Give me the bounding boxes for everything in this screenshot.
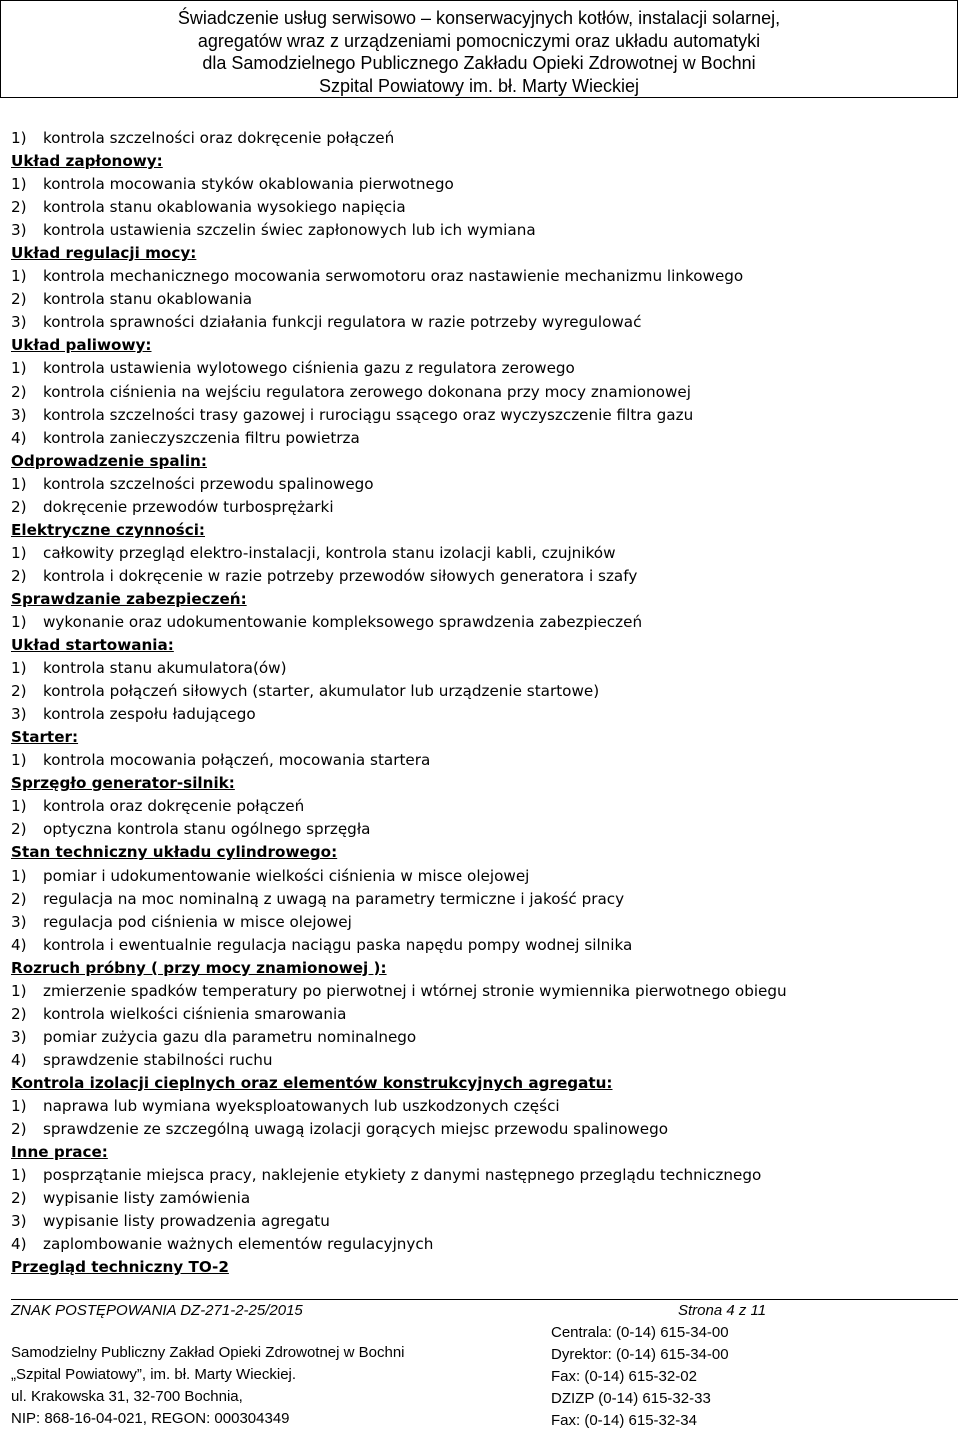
- list-item-text: kontrola mocowania styków okablowania pierwotnego: [43, 175, 454, 194]
- list-item-number: 3): [11, 221, 27, 240]
- list-item-text: wykonanie oraz udokumentowanie kompleksowego sprawdzenia zabezpieczeń: [43, 612, 643, 631]
- list-item: [11, 934, 956, 957]
- list-item-text: kontrola i ewentualnie regulacja naciągu paska napędu pompy wodnej silnika: [43, 935, 633, 954]
- list-item: [11, 1118, 956, 1141]
- list-item-text: kontrola zanieczyszczenia filtru powietrza: [43, 428, 360, 447]
- list-item-text: kontrola zespołu ładującego: [43, 705, 256, 724]
- list-item: [11, 288, 956, 311]
- list-item-number: 1): [11, 543, 27, 562]
- list-item-text: kontrola mechanicznego mocowania serwomotoru oraz nastawienie mechanizmu linkowego: [43, 267, 744, 286]
- list-item: [11, 911, 956, 934]
- list-item-text: kontrola szczelności przewodu spalinowego: [43, 474, 374, 493]
- header-line: agregatów wraz z urządzeniami pomocniczymi oraz układu automatyki: [197, 30, 761, 51]
- section-heading: Układ startowania:: [11, 636, 174, 655]
- section-heading: Starter:: [11, 728, 79, 747]
- footer-divider: [11, 1299, 958, 1300]
- section-heading: Odprowadzenie spalin:: [11, 451, 207, 470]
- list-item-number: 4): [11, 428, 27, 447]
- list-item: [11, 1210, 956, 1233]
- list-item: [11, 196, 956, 219]
- header-line: Szpital Powiatowy im. bł. Marty Wieckiej: [318, 75, 640, 96]
- list-item-text: kontrola oraz dokręcenie połączeń: [43, 797, 305, 816]
- list-item-text: regulacja na moc nominalną z uwagą na parametry termiczne i jakość pracy: [43, 889, 625, 908]
- document-body: [11, 127, 956, 1279]
- section-heading: Kontrola izolacji cieplnych oraz elementów konstrukcyjnych agregatu:: [11, 1073, 613, 1092]
- reference-number: ZNAK POSTĘPOWANIA DZ-271-2-25/2015: [11, 1302, 303, 1319]
- section-heading: Rozruch próbny ( przy mocy znamionowej ):: [11, 958, 387, 977]
- list-item-text: kontrola mocowania połączeń, mocowania startera: [43, 751, 431, 770]
- list-item: [11, 795, 956, 818]
- list-item: [11, 680, 956, 703]
- list-item-text: kontrola stanu okablowania wysokiego napięcia: [43, 198, 406, 217]
- contact-line: Centrala: (0-14) 615-34-00: [551, 1324, 729, 1341]
- contact-line: Dyrektor: (0-14) 615-34-00: [551, 1346, 729, 1363]
- list-item-text: kontrola połączeń siłowych (starter, akumulator lub urządzenie startowe): [43, 682, 600, 701]
- list-item: [11, 980, 956, 1003]
- list-item: [11, 173, 956, 196]
- list-item: [11, 749, 956, 772]
- header-line: dla Samodzielnego Publicznego Zakładu Opieki Zdrowotnej w Bochni: [202, 53, 756, 73]
- list-item-number: 1): [11, 129, 27, 147]
- list-item-text: zaplombowanie ważnych elementów regulacyjnych: [43, 1235, 434, 1254]
- list-item-number: 1): [11, 359, 27, 378]
- header-line: Świadczenie usług serwisowo – konserwacyjnych kotłów, instalacji solarnej,: [177, 8, 781, 28]
- list-item-number: 2): [11, 497, 27, 516]
- list-item-text: kontrola ustawienia wylotowego ciśnienia gazu z regulatora zerowego: [43, 359, 575, 378]
- list-item: [11, 1095, 956, 1118]
- list-item: [11, 888, 956, 911]
- list-item: [11, 127, 956, 150]
- list-item-text: kontrola szczelności trasy gazowej i rurociągu ssącego oraz wyczyszczenie filtra gazu: [43, 405, 694, 424]
- list-item-number: 3): [11, 912, 27, 931]
- list-item-text: pomiar i udokumentowanie wielkości ciśnienia w misce olejowej: [43, 866, 530, 885]
- list-item-text: kontrola stanu okablowania: [43, 290, 253, 309]
- list-item: [11, 1049, 956, 1072]
- list-item-number: 1): [11, 659, 27, 678]
- page-number: Strona 4 z 11: [678, 1302, 767, 1319]
- list-item: [11, 1233, 956, 1256]
- contact-line: DZIZP (0-14) 615-32-33: [551, 1390, 711, 1407]
- list-item-number: 3): [11, 705, 27, 724]
- list-item-number: 4): [11, 1235, 27, 1254]
- contact-line: Fax: (0-14) 615-32-02: [551, 1368, 697, 1385]
- contact-line: Fax: (0-14) 615-32-34: [551, 1412, 697, 1429]
- list-item-number: 2): [11, 290, 27, 309]
- list-item-number: 1): [11, 1166, 27, 1185]
- list-item: [11, 818, 956, 841]
- list-item-text: sprawdzenie stabilności ruchu: [43, 1050, 273, 1069]
- list-item-number: 1): [11, 981, 27, 1000]
- footer-address: [11, 1342, 405, 1430]
- list-item-number: 2): [11, 820, 27, 839]
- section-heading: Układ paliwowy:: [11, 336, 152, 355]
- list-item: [11, 496, 956, 519]
- list-item-text: sprawdzenie ze szczególną uwagą izolacji gorących miejsc przewodu spalinowego: [43, 1120, 669, 1139]
- list-item-number: 3): [11, 1212, 27, 1231]
- list-item-text: kontrola ustawienia szczelin świec zapłonowych lub ich wymiana: [43, 221, 536, 240]
- list-item-text: posprzątanie miejsca pracy, naklejenie etykiety z danymi następnego przeglądu technicznego: [43, 1166, 762, 1185]
- list-item-number: 1): [11, 1096, 27, 1115]
- section-heading: Sprawdzanie zabezpieczeń:: [11, 589, 247, 608]
- list-item-number: 3): [11, 1027, 27, 1046]
- address-line: Samodzielny Publiczny Zakład Opieki Zdrowotnej w Bochni: [11, 1344, 405, 1361]
- list-item: [11, 357, 956, 380]
- list-item: [11, 265, 956, 288]
- list-item: [11, 565, 956, 588]
- list-item-number: 4): [11, 1050, 27, 1069]
- list-item-number: 2): [11, 682, 27, 701]
- list-item-number: 2): [11, 566, 27, 585]
- list-item-text: kontrola szczelności oraz dokręcenie połączeń: [43, 129, 395, 147]
- list-item: [11, 657, 956, 680]
- section-heading: Przegląd techniczny TO-2: [11, 1258, 229, 1277]
- list-item-text: dokręcenie przewodów turbosprężarki: [43, 497, 334, 516]
- address-line: „Szpital Powiatowy”, im. bł. Marty Wieckiej.: [11, 1366, 297, 1383]
- list-item: [11, 611, 956, 634]
- section-heading: Sprzęgło generator-silnik:: [11, 774, 235, 793]
- list-item-text: wypisanie listy prowadzenia agregatu: [43, 1212, 330, 1231]
- address-line: NIP: 868-16-04-021, REGON: 000304349: [11, 1410, 290, 1427]
- section-heading: Elektryczne czynności:: [11, 520, 205, 539]
- list-item: [11, 427, 956, 450]
- list-item-text: zmierzenie spadków temperatury po pierwotnej i wtórnej stronie wymiennika pierwotnego obiegu: [43, 981, 787, 1000]
- list-item: [11, 219, 956, 242]
- list-item-number: 3): [11, 405, 27, 424]
- address-line: ul. Krakowska 31, 32-700 Bochnia,: [11, 1388, 243, 1405]
- list-item-number: 3): [11, 313, 27, 332]
- list-item-text: regulacja pod ciśnienia w misce olejowej: [43, 912, 352, 931]
- list-item-number: 2): [11, 1120, 27, 1139]
- list-item-number: 1): [11, 474, 27, 493]
- list-item-number: 2): [11, 1189, 27, 1208]
- list-item-number: 2): [11, 198, 27, 217]
- list-item-number: 4): [11, 935, 27, 954]
- list-item-text: kontrola stanu akumulatora(ów): [43, 659, 287, 678]
- list-item: [11, 703, 956, 726]
- list-item-number: 2): [11, 1004, 27, 1023]
- list-item-number: 1): [11, 612, 27, 631]
- list-item: [11, 311, 956, 334]
- list-item: [11, 404, 956, 427]
- section-heading: Stan techniczny układu cylindrowego:: [11, 843, 338, 862]
- list-item-text: optyczna kontrola stanu ogólnego sprzęgła: [43, 820, 371, 839]
- list-item-number: 1): [11, 751, 27, 770]
- footer-contacts: [551, 1322, 729, 1432]
- list-item: [11, 1026, 956, 1049]
- list-item-text: naprawa lub wymiana wyeksploatowanych lub uszkodzonych części: [43, 1096, 560, 1115]
- section-heading: Układ zapłonowy:: [11, 152, 163, 171]
- list-item-number: 1): [11, 866, 27, 885]
- list-item-number: 1): [11, 267, 27, 286]
- list-item-text: kontrola i dokręcenie w razie potrzeby przewodów siłowych generatora i szafy: [43, 566, 638, 585]
- list-item-number: 1): [11, 797, 27, 816]
- list-item-number: 1): [11, 175, 27, 194]
- list-item-text: kontrola ciśnienia na wejściu regulatora zerowego dokonana przy mocy znamionowej: [43, 382, 691, 401]
- list-item-text: kontrola wielkości ciśnienia smarowania: [43, 1004, 347, 1023]
- section-heading: Układ regulacji mocy:: [11, 244, 197, 263]
- list-item: [11, 473, 956, 496]
- list-item-text: całkowity przegląd elektro-instalacji, kontrola stanu izolacji kabli, czujników: [43, 543, 616, 562]
- list-item-number: 2): [11, 382, 27, 401]
- list-item-number: 2): [11, 889, 27, 908]
- list-item-text: pomiar zużycia gazu dla parametru nominalnego: [43, 1027, 417, 1046]
- list-item: [11, 1187, 956, 1210]
- list-item: [11, 381, 956, 404]
- list-item: [11, 542, 956, 565]
- list-item: [11, 865, 956, 888]
- list-item-text: kontrola sprawności działania funkcji regulatora w razie potrzeby wyregulować: [43, 313, 642, 332]
- list-item: [11, 1164, 956, 1187]
- list-item-text: wypisanie listy zamówienia: [43, 1189, 251, 1208]
- document-header: [0, 0, 958, 98]
- section-heading: Inne prace:: [11, 1143, 108, 1162]
- list-item: [11, 1003, 956, 1026]
